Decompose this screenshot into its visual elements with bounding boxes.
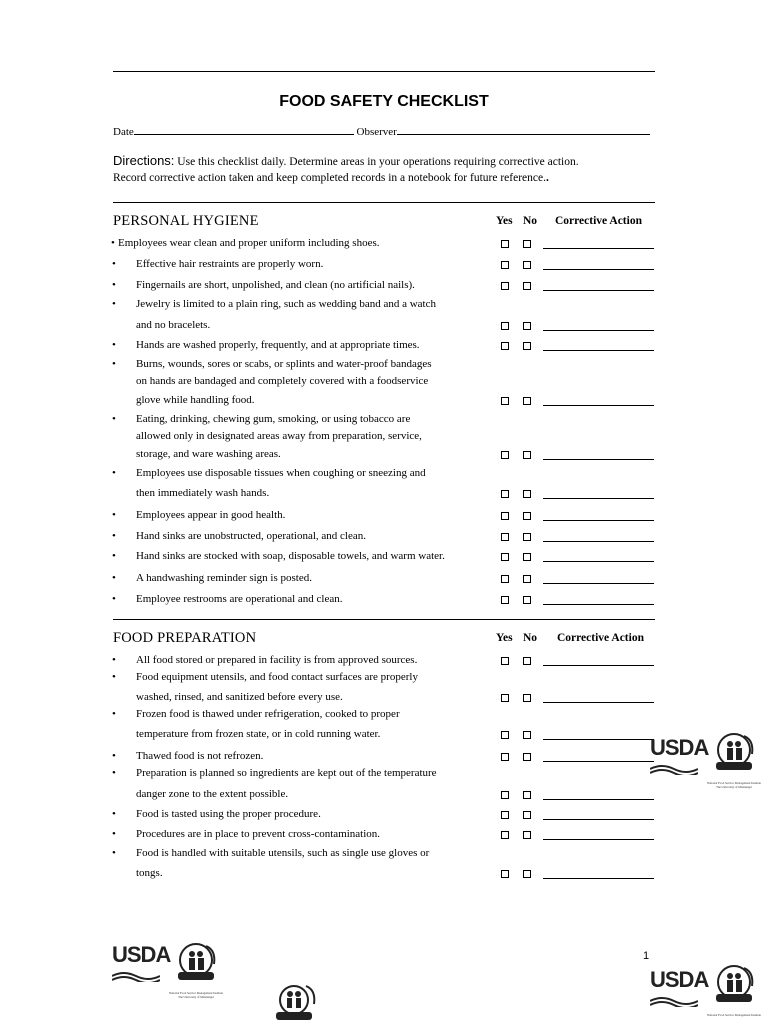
- directions-rule: [113, 202, 655, 203]
- yes-checkbox[interactable]: [501, 261, 509, 269]
- nfsmi-logo: National Food Service Management Institute: [703, 962, 765, 1017]
- no-checkbox[interactable]: [523, 261, 531, 269]
- bullet: •: [112, 847, 116, 859]
- corrective-action-field[interactable]: [543, 269, 654, 270]
- yes-checkbox[interactable]: [501, 533, 509, 541]
- bullet: •: [112, 298, 116, 310]
- checklist-item-text: Food is handled with suitable utensils, such as single use gloves or: [136, 847, 430, 859]
- corrective-action-field[interactable]: [543, 498, 654, 499]
- checklist-item-text: danger zone to the extent possible.: [136, 788, 289, 800]
- no-checkbox[interactable]: [523, 791, 531, 799]
- checklist-item-text: Preparation is planned so ingredients are kept out of the temperature: [136, 767, 437, 779]
- yes-checkbox[interactable]: [501, 240, 509, 248]
- corrective-action-field[interactable]: [543, 665, 654, 666]
- bullet: •: [112, 358, 116, 370]
- yes-checkbox[interactable]: [501, 322, 509, 330]
- bullet: •: [112, 671, 116, 683]
- checklist-item-text: and no bracelets.: [136, 319, 211, 331]
- corrective-action-field[interactable]: [543, 878, 654, 879]
- no-checkbox[interactable]: [523, 831, 531, 839]
- bullet: •: [112, 258, 116, 270]
- corrective-action-field[interactable]: [543, 819, 654, 820]
- bullet: •: [112, 339, 116, 351]
- col-head-corrective-action: Corrective Action: [557, 632, 644, 644]
- col-head-yes: Yes: [496, 632, 513, 644]
- col-head-no: No: [523, 632, 538, 644]
- no-checkbox[interactable]: [523, 282, 531, 290]
- corrective-action-field[interactable]: [543, 520, 654, 521]
- col-head-no: No: [523, 215, 538, 227]
- col-head-corrective-action: Corrective Action: [555, 215, 642, 227]
- col-head-yes: Yes: [496, 215, 513, 227]
- yes-checkbox[interactable]: [501, 282, 509, 290]
- bullet: •: [112, 654, 116, 666]
- nfsmi-logo: [270, 982, 322, 1029]
- checklist-item-text: temperature from frozen state, or in cold running water.: [136, 728, 381, 740]
- no-checkbox[interactable]: [523, 533, 531, 541]
- bullet: •: [112, 550, 116, 562]
- section-rule: [113, 619, 655, 620]
- yes-checkbox[interactable]: [501, 553, 509, 561]
- yes-checkbox[interactable]: [501, 512, 509, 520]
- checklist-item-text: Employee restrooms are operational and clean.: [136, 593, 343, 605]
- checklist-item-text: allowed only in designated areas away from preparation, service,: [136, 430, 422, 442]
- bullet: •: [112, 572, 116, 584]
- no-checkbox[interactable]: [523, 512, 531, 520]
- checklist-item-text: Fingernails are short, unpolished, and clean (no artificial nails).: [136, 279, 415, 291]
- checklist-item-text: Hands are washed properly, frequently, and at appropriate times.: [136, 339, 420, 351]
- no-checkbox[interactable]: [523, 553, 531, 561]
- corrective-action-field[interactable]: [543, 761, 654, 762]
- no-checkbox[interactable]: [523, 596, 531, 604]
- corrective-action-field[interactable]: [543, 739, 654, 740]
- bullet: •: [112, 530, 116, 542]
- checklist-item-text: washed, rinsed, and sanitized before every use.: [136, 691, 343, 703]
- yes-checkbox[interactable]: [501, 397, 509, 405]
- corrective-action-field[interactable]: [543, 248, 654, 249]
- checklist-item-text: on hands are bandaged and completely covered with a foodservice: [136, 375, 429, 387]
- bullet: •: [112, 467, 116, 479]
- usda-logo: USDA: [112, 942, 170, 987]
- bullet: •: [112, 828, 116, 840]
- checklist-item-text: Food equipment utensils, and food contact surfaces are properly: [136, 671, 418, 683]
- checklist-item-text: Eating, drinking, chewing gum, smoking, or using tobacco are: [136, 413, 411, 425]
- page-title: FOOD SAFETY CHECKLIST: [279, 93, 489, 110]
- yes-checkbox[interactable]: [501, 657, 509, 665]
- bullet: •: [111, 237, 115, 249]
- directions-text-1: Use this checklist daily. Determine areas in your operations requiring corrective action.: [174, 156, 579, 168]
- checklist-item-text: Employees appear in good health.: [136, 509, 286, 521]
- corrective-action-field[interactable]: [543, 839, 654, 840]
- yes-checkbox[interactable]: [501, 791, 509, 799]
- checklist-item-text: Frozen food is thawed under refrigeration, cooked to proper: [136, 708, 400, 720]
- observer-label: Observer: [356, 126, 397, 138]
- no-checkbox[interactable]: [523, 731, 531, 739]
- yes-checkbox[interactable]: [501, 596, 509, 604]
- corrective-action-field[interactable]: [543, 583, 654, 584]
- nfsmi-logo: National Food Service Management Institute The University of Mississippi: [703, 730, 765, 789]
- usda-logo: USDA: [650, 735, 708, 780]
- no-checkbox[interactable]: [523, 490, 531, 498]
- checklist-item-text: Hand sinks are unobstructed, operational, and clean.: [136, 530, 367, 542]
- bullet: •: [112, 767, 116, 779]
- yes-checkbox[interactable]: [501, 811, 509, 819]
- no-checkbox[interactable]: [523, 397, 531, 405]
- corrective-action-field[interactable]: [543, 350, 654, 351]
- no-checkbox[interactable]: [523, 753, 531, 761]
- bullet: •: [112, 808, 116, 820]
- directions: [113, 153, 658, 186]
- yes-checkbox[interactable]: [501, 753, 509, 761]
- checklist-item-text: A handwashing reminder sign is posted.: [136, 572, 312, 584]
- checklist-item-text: Food is tasted using the proper procedure.: [136, 808, 321, 820]
- page-number: 1: [643, 950, 650, 962]
- no-checkbox[interactable]: [523, 342, 531, 350]
- date-label: Date: [113, 126, 134, 138]
- checklist-item-text: Hand sinks are stocked with soap, disposable towels, and warm water.: [136, 550, 445, 562]
- section-title-personal-hygiene: PERSONAL HYGIENE: [113, 213, 259, 229]
- corrective-action-field[interactable]: [543, 799, 654, 800]
- checklist-item-text: Burns, wounds, sores or scabs, or splints and water-proof bandages: [136, 358, 432, 370]
- yes-checkbox[interactable]: [501, 451, 509, 459]
- bullet: •: [112, 413, 116, 425]
- no-checkbox[interactable]: [523, 657, 531, 665]
- checklist-item-text: glove while handling food.: [136, 394, 255, 406]
- no-checkbox[interactable]: [523, 451, 531, 459]
- no-checkbox[interactable]: [523, 811, 531, 819]
- observer-field[interactable]: [397, 125, 650, 135]
- no-checkbox[interactable]: [523, 322, 531, 330]
- yes-checkbox[interactable]: [501, 490, 509, 498]
- directions-label: Directions:: [113, 153, 175, 168]
- no-checkbox[interactable]: [523, 870, 531, 878]
- date-observer-line: [113, 125, 650, 138]
- checklist-item-text: Effective hair restraints are properly worn.: [136, 258, 324, 270]
- corrective-action-field[interactable]: [543, 290, 654, 291]
- yes-checkbox[interactable]: [501, 731, 509, 739]
- corrective-action-field[interactable]: [543, 561, 654, 562]
- bullet: •: [112, 279, 116, 291]
- no-checkbox[interactable]: [523, 575, 531, 583]
- directions-text-2: Record corrective action taken and keep completed records in a notebook for future reference..: [113, 172, 549, 184]
- checklist-item-text: then immediately wash hands.: [136, 487, 270, 499]
- nfsmi-logo: National Food Service Management Institute The University of Mississippi: [165, 940, 227, 999]
- yes-checkbox[interactable]: [501, 831, 509, 839]
- usda-logo: USDA: [650, 967, 708, 1012]
- corrective-action-field[interactable]: [543, 604, 654, 605]
- corrective-action-field[interactable]: [543, 459, 654, 460]
- checklist-item-text: Thawed food is not refrozen.: [136, 750, 264, 762]
- yes-checkbox[interactable]: [501, 575, 509, 583]
- corrective-action-field[interactable]: [543, 330, 654, 331]
- yes-checkbox[interactable]: [501, 342, 509, 350]
- checklist-item-text: All food stored or prepared in facility is from approved sources.: [136, 654, 418, 666]
- no-checkbox[interactable]: [523, 694, 531, 702]
- checklist-item-text: tongs.: [136, 867, 163, 879]
- bullet: •: [112, 509, 116, 521]
- section-title-food-preparation: FOOD PREPARATION: [113, 630, 257, 646]
- bullet: •: [112, 593, 116, 605]
- yes-checkbox[interactable]: [501, 870, 509, 878]
- no-checkbox[interactable]: [523, 240, 531, 248]
- corrective-action-field[interactable]: [543, 405, 654, 406]
- bullet: •: [112, 708, 116, 720]
- yes-checkbox[interactable]: [501, 694, 509, 702]
- checklist-item-text: Jewelry is limited to a plain ring, such as wedding band and a watch: [136, 298, 436, 310]
- checklist-item-text: Employees wear clean and proper uniform including shoes.: [118, 237, 380, 249]
- checklist-item-text: Procedures are in place to prevent cross-contamination.: [136, 828, 381, 840]
- top-rule: [113, 71, 655, 72]
- checklist-item-text: Employees use disposable tissues when coughing or sneezing and: [136, 467, 426, 479]
- date-field[interactable]: [134, 125, 354, 135]
- corrective-action-field[interactable]: [543, 541, 654, 542]
- bullet: •: [112, 750, 116, 762]
- checklist-item-text: storage, and ware washing areas.: [136, 448, 281, 460]
- corrective-action-field[interactable]: [543, 702, 654, 703]
